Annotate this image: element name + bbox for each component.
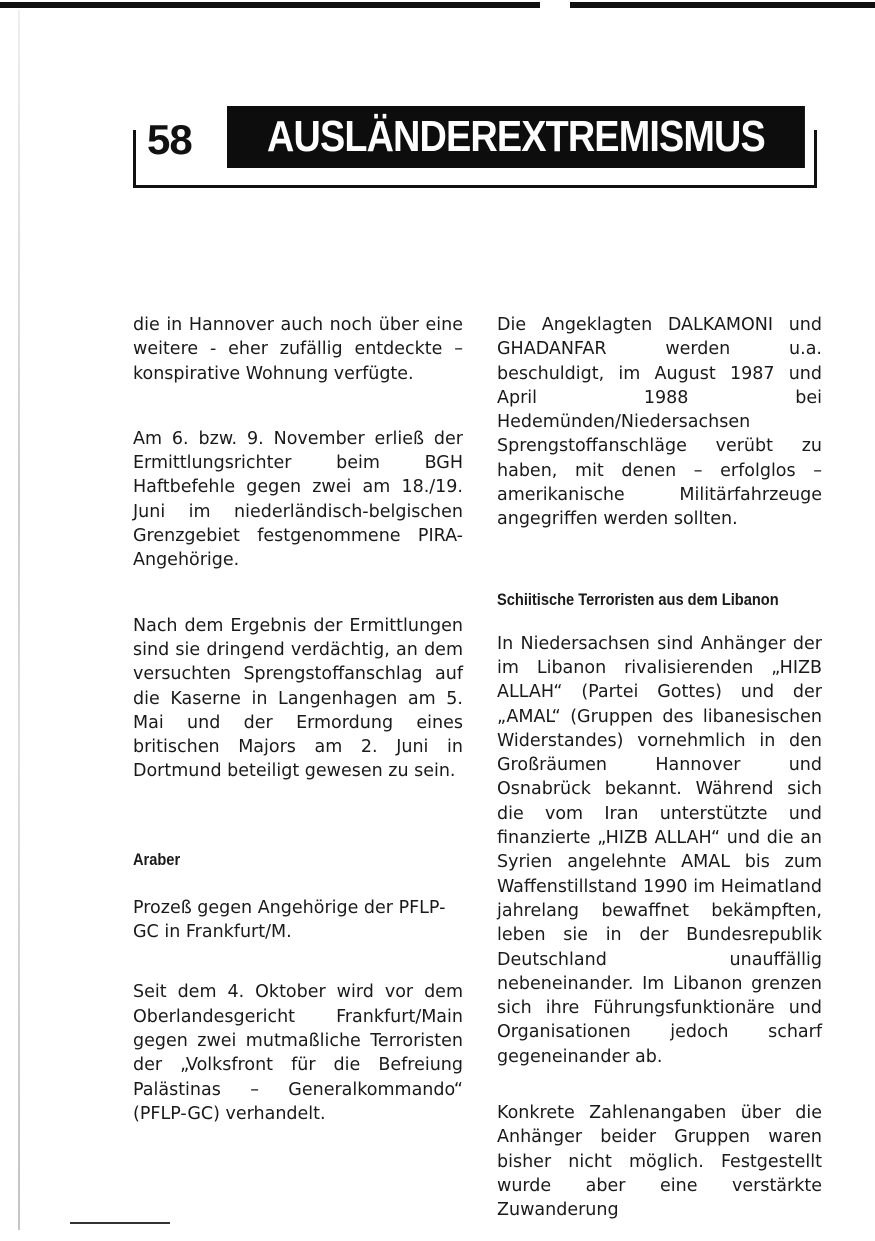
scan-top-border-gap xyxy=(540,2,570,8)
left-paragraph-1: die in Hannover auch noch über eine weitere - eher zufällig entdeckte – konspirative Wohnung verfügte. xyxy=(133,315,463,384)
left-paragraph-3: Nach dem Ergebnis der Ermittlungen sind sie dringend verdächtig, an dem versuchten Sprengstoffanschlag auf die Kaserne in Langenhagen am 5. Mai und der Ermordung eines britischen Majors am 2. Juni in Dortmund beteiligt gewesen zu sein. xyxy=(133,615,463,782)
left-paragraph-4: Prozeß gegen Angehörige der PFLP-GC in Frankfurt/M. xyxy=(133,897,446,943)
scan-top-border xyxy=(0,2,875,8)
footer-rule xyxy=(70,1222,170,1224)
page-header xyxy=(133,106,819,190)
right-paragraph-1: Die Angeklagten DALKAMONI und GHADANFAR werden u.a. beschuldigt, im August 1987 und April 1988 bei Hedemünden/Niedersachsen Sprengstoffanschläge verübt zu haben, mit denen – erfolglos – amerikanische Militärfahrzeuge angegriffen werden sollten. xyxy=(497,315,822,530)
right-paragraph-2: In Niedersachsen sind Anhänger der im Libanon rivalisierenden „HIZB ALLAH“ (Partei Gottes) und der „AMAL“ (Gruppen des libanesischen Widerstandes) vornehmlich in den Großräumen Hannover und Osnabrück bekannt. Während sich die vom Iran unterstützte und finanzierte „HIZB ALLAH“ und die an Syrien angelehnte AMAL bis zum Waffenstillstand 1990 im Heimatland jahrelang bewaffnet bekämpften, leben sie in der Bundesrepublik Deutschland unauffällig nebeneinander. Im Libanon grenzen sich ihre Führungsfunktionäre und Organisationen jedoch scharf gegeneinander ab. xyxy=(497,633,822,1067)
page-number: 58 xyxy=(143,112,196,168)
section-title: AUSLÄNDEREXTREMISMUS xyxy=(227,106,805,168)
right-paragraph-3: Konkrete Zahlenangaben über die Anhänger beider Gruppen waren bisher nicht möglich. Festgestellt wurde aber eine verstärkte Zuwanderung xyxy=(497,1103,822,1221)
right-column xyxy=(497,313,822,1223)
left-paragraph-2: Am 6. bzw. 9. November erließ der Ermittlungsrichter beim BGH Haftbefehle gegen zwei am 18./19. Juni im niederländisch-belgischen Grenzgebiet festgenommene PIRA-Angehörige. xyxy=(133,428,463,571)
left-column xyxy=(133,313,463,1126)
heading-araber: Araber xyxy=(133,849,181,869)
left-paragraph-5: Seit dem 4. Oktober wird vor dem Oberlandesgericht Frankfurt/Main gegen zwei mutmaßliche Terroristen der „Volksfront für die Befreiung Palästinas – Generalkommando“ (PFLP-GC) verhandelt. xyxy=(133,982,463,1124)
scan-left-edge xyxy=(18,10,20,1230)
heading-schiitische-terroristen: Schiitische Terroristen aus dem Libanon xyxy=(497,589,779,609)
